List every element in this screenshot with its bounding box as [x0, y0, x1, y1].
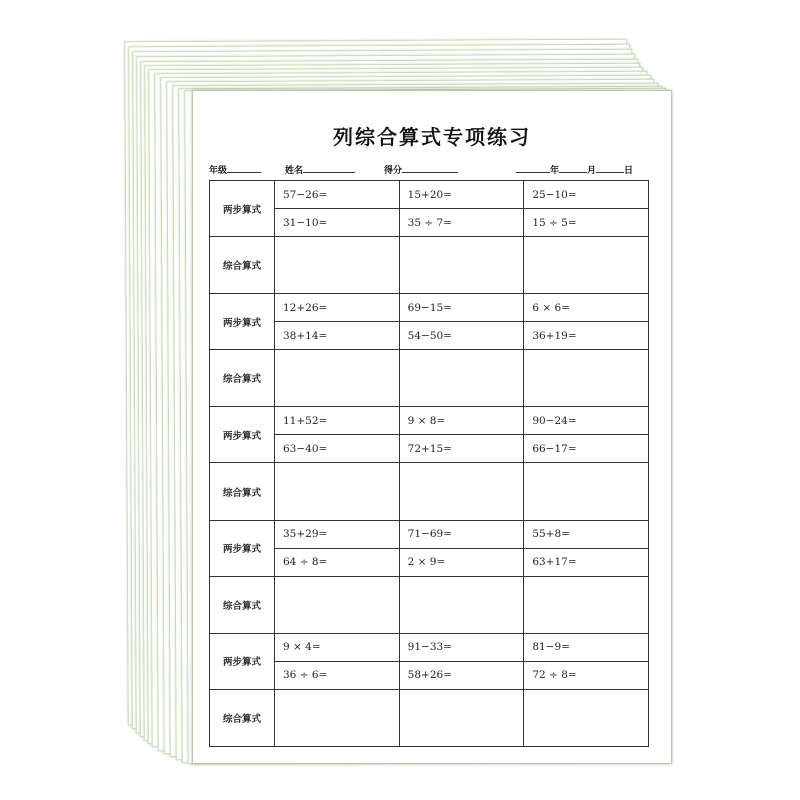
two-step-row — [210, 661, 649, 689]
answer-cell[interactable] — [524, 350, 649, 407]
worksheet-title: 列综合算式专项练习 — [333, 125, 531, 149]
two-step-row — [210, 633, 649, 661]
combined-row — [210, 689, 649, 746]
name-field[interactable] — [285, 163, 355, 176]
expression-cell[interactable]: 38+14= — [275, 322, 400, 350]
combined-row — [210, 350, 649, 407]
score-label: 得分 — [384, 166, 403, 176]
two-step-row — [210, 322, 649, 350]
answer-cell[interactable] — [524, 689, 649, 746]
two-step-row — [210, 407, 649, 435]
two-step-row — [210, 548, 649, 576]
grade-label: 年级 — [209, 166, 228, 176]
two-step-row — [210, 294, 649, 322]
expression-cell[interactable]: 57−26= — [275, 181, 400, 209]
two-step-row — [210, 435, 649, 463]
date-field[interactable] — [516, 163, 633, 176]
day-label: 日 — [624, 166, 634, 176]
combined-label: 综合算式 — [210, 463, 275, 520]
expression-cell[interactable]: 63+17= — [524, 548, 649, 576]
expression-cell[interactable]: 54−50= — [399, 322, 524, 350]
expression-cell[interactable]: 36+19= — [524, 322, 649, 350]
grade-field[interactable] — [209, 163, 261, 176]
expression-cell[interactable]: 25−10= — [524, 181, 649, 209]
expression-cell[interactable]: 63−40= — [275, 435, 400, 463]
two-step-label: 两步算式 — [210, 407, 275, 463]
expression-cell[interactable]: 15 ÷ 5= — [524, 209, 649, 237]
expression-cell[interactable]: 12+26= — [275, 294, 400, 322]
answer-cell[interactable] — [275, 689, 400, 746]
expression-cell[interactable]: 35 ÷ 7= — [399, 209, 524, 237]
answer-cell[interactable] — [399, 576, 524, 633]
expression-cell[interactable]: 66−17= — [524, 435, 649, 463]
exercise-table — [209, 180, 649, 747]
combined-label: 综合算式 — [210, 350, 275, 407]
expression-cell[interactable]: 81−9= — [524, 633, 649, 661]
answer-cell[interactable] — [399, 237, 524, 294]
worksheet-page — [192, 90, 672, 764]
answer-cell[interactable] — [275, 463, 400, 520]
answer-cell[interactable] — [275, 237, 400, 294]
year-label: 年 — [550, 166, 560, 176]
answer-cell[interactable] — [275, 350, 400, 407]
answer-cell[interactable] — [275, 576, 400, 633]
answer-cell[interactable] — [399, 463, 524, 520]
info-line — [209, 163, 655, 179]
expression-cell[interactable]: 69−15= — [399, 294, 524, 322]
expression-cell[interactable]: 31−10= — [275, 209, 400, 237]
combined-row — [210, 463, 649, 520]
expression-cell[interactable]: 9 × 4= — [275, 633, 400, 661]
combined-label: 综合算式 — [210, 576, 275, 633]
answer-cell[interactable] — [524, 463, 649, 520]
expression-cell[interactable]: 55+8= — [524, 520, 649, 548]
answer-cell[interactable] — [399, 689, 524, 746]
combined-row — [210, 576, 649, 633]
two-step-row — [210, 181, 649, 209]
two-step-row — [210, 209, 649, 237]
month-label: 月 — [587, 166, 597, 176]
expression-cell[interactable]: 2 × 9= — [399, 548, 524, 576]
expression-cell[interactable]: 15+20= — [399, 181, 524, 209]
two-step-label: 两步算式 — [210, 520, 275, 576]
two-step-row — [210, 520, 649, 548]
two-step-label: 两步算式 — [210, 294, 275, 350]
answer-cell[interactable] — [399, 350, 524, 407]
two-step-label: 两步算式 — [210, 633, 275, 689]
answer-cell[interactable] — [524, 237, 649, 294]
expression-cell[interactable]: 91−33= — [399, 633, 524, 661]
expression-cell[interactable]: 64 ÷ 8= — [275, 548, 400, 576]
expression-cell[interactable]: 36 ÷ 6= — [275, 661, 400, 689]
expression-cell[interactable]: 35+29= — [275, 520, 400, 548]
expression-cell[interactable]: 72 ÷ 8= — [524, 661, 649, 689]
two-step-label: 两步算式 — [210, 181, 275, 237]
combined-label: 综合算式 — [210, 237, 275, 294]
combined-label: 综合算式 — [210, 689, 275, 746]
expression-cell[interactable]: 72+15= — [399, 435, 524, 463]
expression-cell[interactable]: 58+26= — [399, 661, 524, 689]
expression-cell[interactable]: 9 × 8= — [399, 407, 524, 435]
combined-row — [210, 237, 649, 294]
expression-cell[interactable]: 71−69= — [399, 520, 524, 548]
name-label: 姓名 — [285, 166, 304, 176]
expression-cell[interactable]: 11+52= — [275, 407, 400, 435]
expression-cell[interactable]: 90−24= — [524, 407, 649, 435]
expression-cell[interactable]: 6 × 6= — [524, 294, 649, 322]
answer-cell[interactable] — [524, 576, 649, 633]
score-field[interactable] — [384, 163, 458, 176]
